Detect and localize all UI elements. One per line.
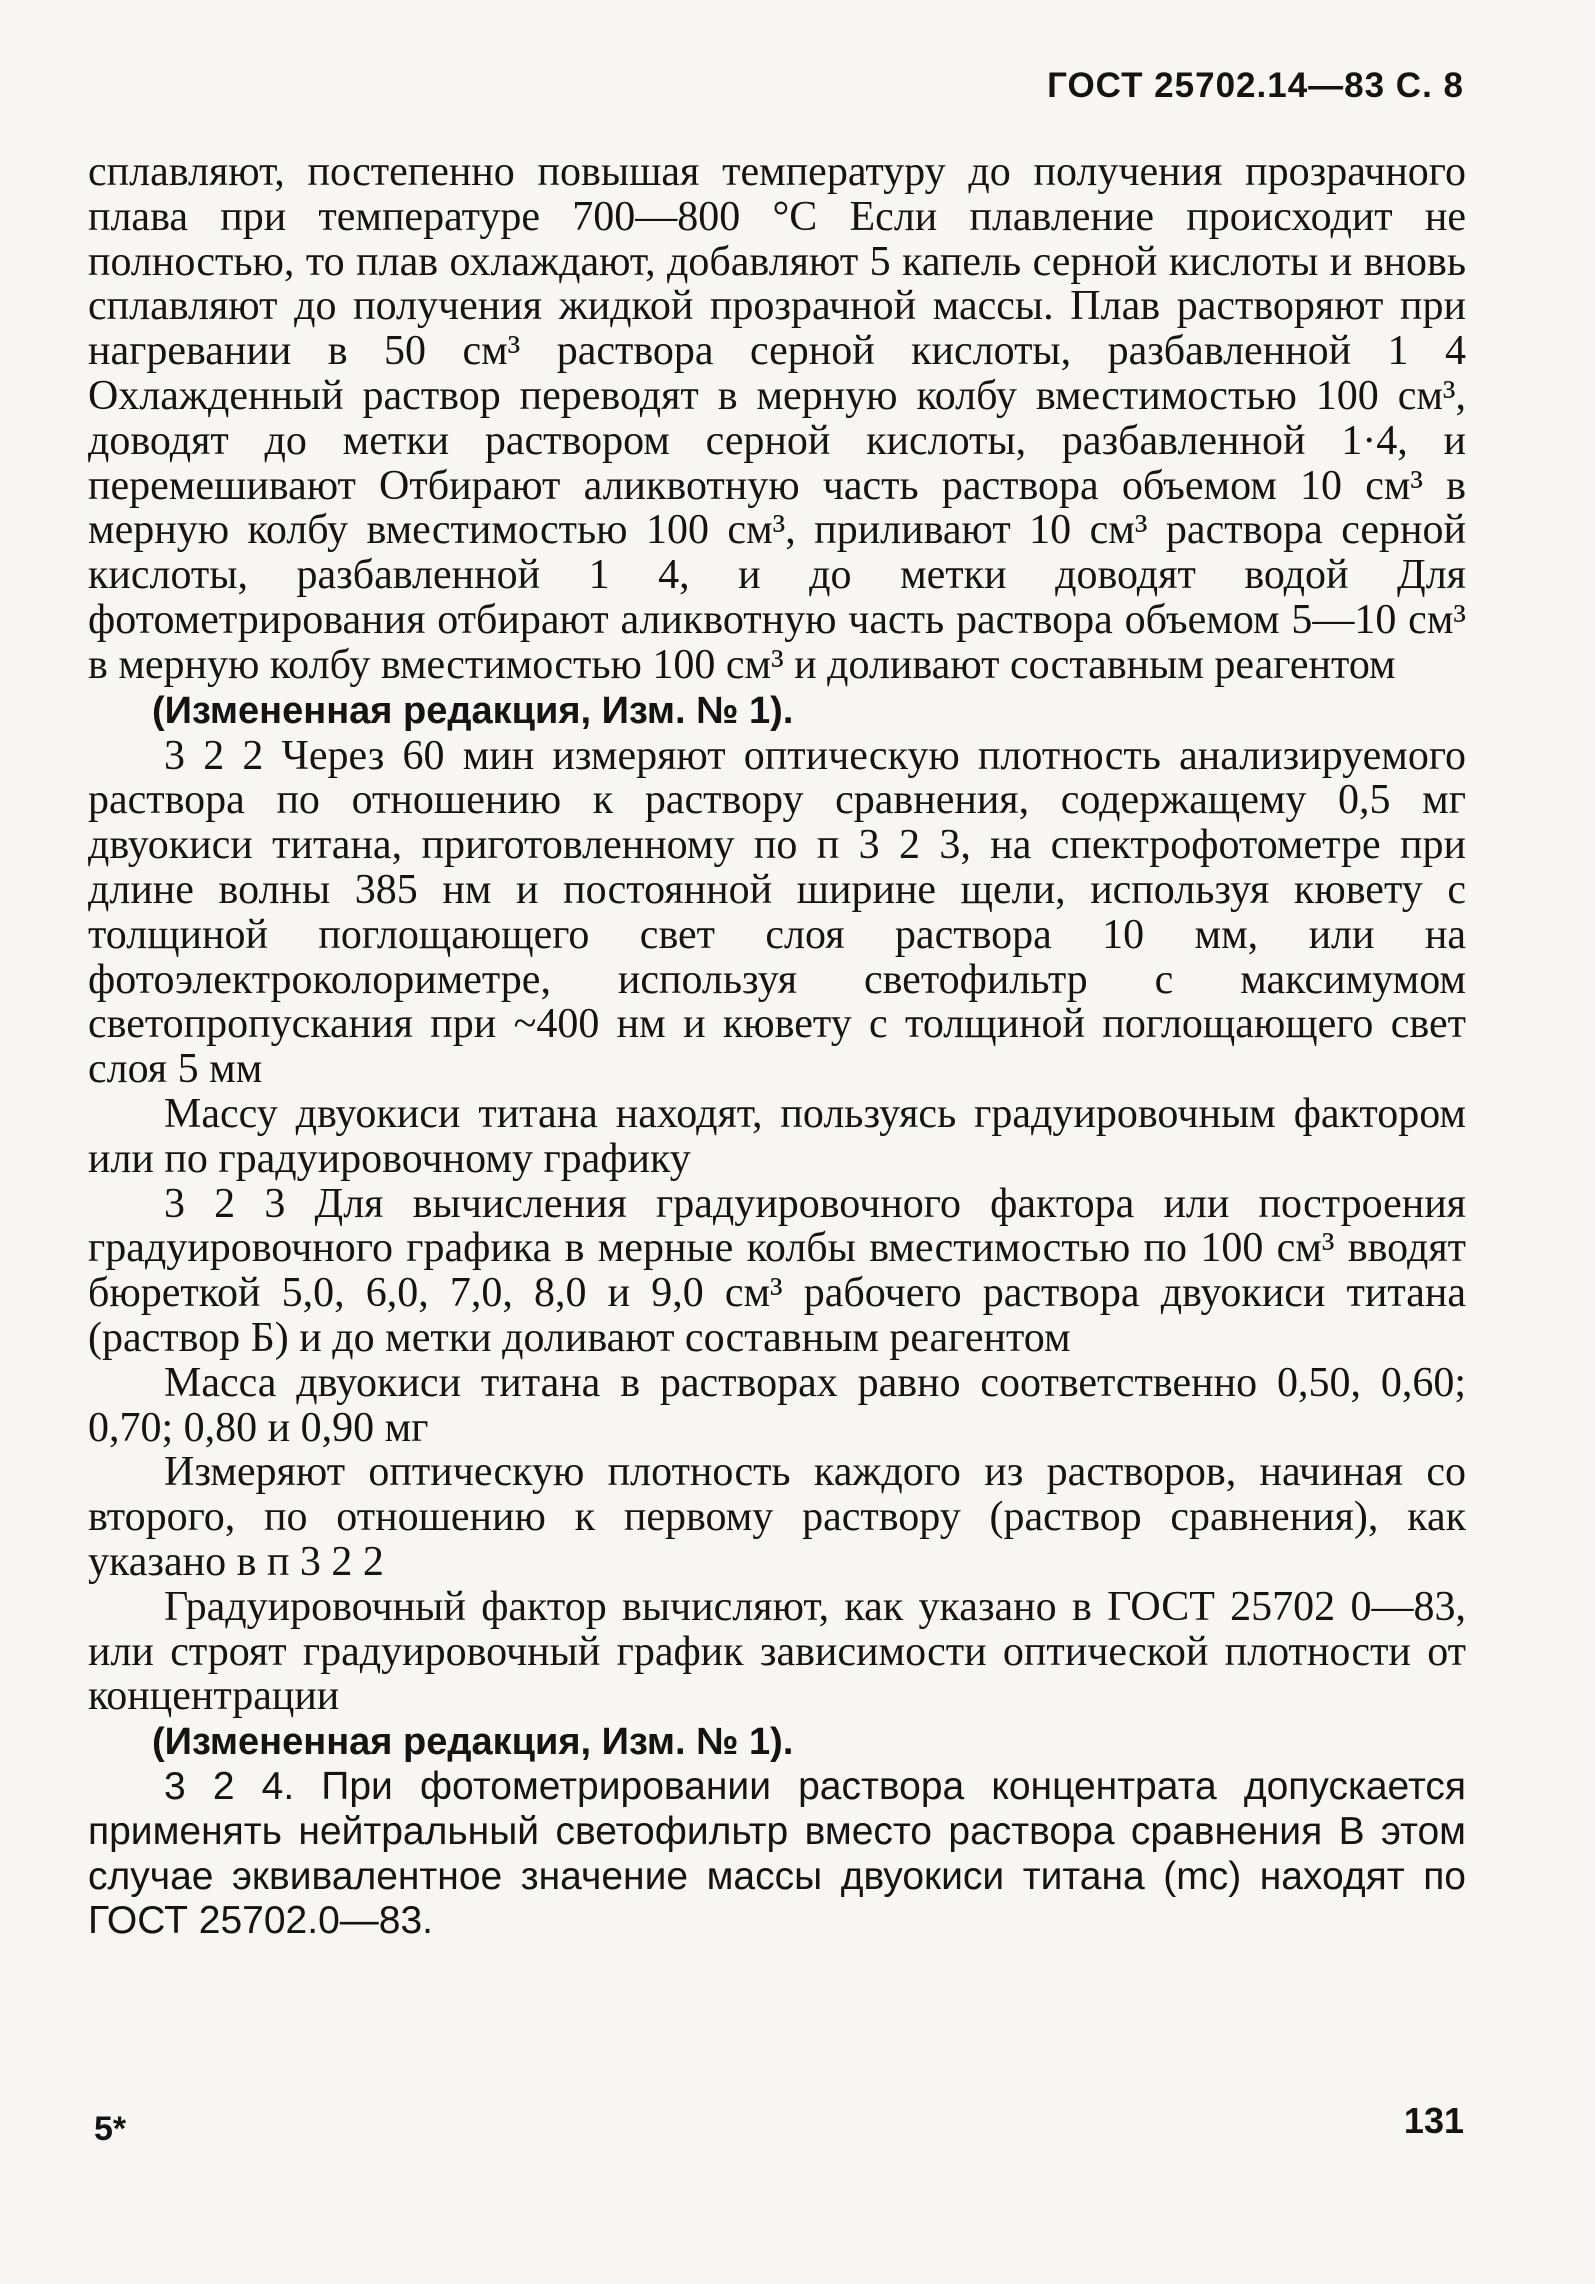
footer-signature-mark: 5* xyxy=(94,2110,127,2148)
page-header: ГОСТ 25702.14—83 С. 8 xyxy=(1047,66,1464,105)
paragraph-3-2-3: 3 2 3 Для вычисления градуировочного фактора или построения градуировочного графика в мерные колбы вместимостью по 100 см³ вводят бюреткой 5,0, 6,0, 7,0, 8,0 и 9,0 см³ рабочего раствора двуокиси титана (раствор Б) и до метки доливают составным реагентом xyxy=(88,1180,1466,1361)
paragraph-melting-procedure: сплавляют, постепенно повышая температуру до получения прозрачного плава при температуре 700—800 °С Если плавление происходит не полностью, то плав охлаждают, добавляют 5 капель серной кислоты и вновь сплавляют до получения жидкой прозрачной массы. Плав растворяют при нагревании в 50 см³ раствора серной кислоты, разбавленной 1 4 Охлажденный раствор переводят в мерную колбу вместимостью 100 см³, доводят до метки раствором серной кислоты, разбавленной 1·4, и перемешивают Отбирают аликвотную часть раствора объемом 10 см³ в мерную колбу вместимостью 100 см³, приливают 10 см³ раствора серной кислоты, разбавленной 1 4, и до метки доводят водой Для фотометрирования отбирают аликвотную часть раствора объемом 5—10 см³ в мерную колбу вместимостью 100 см³ и доливают составным реагентом xyxy=(88,149,1466,688)
amendment-note-2: (Измененная редакция, Изм. № 1). xyxy=(152,1721,794,1764)
paragraph-measure-density: Измеряют оптическую плотность каждого из растворов, начиная со второго, по отношению к первому раствору (раствор сравнения), как указано в п 3 2 2 xyxy=(88,1449,1466,1585)
paragraph-mass-determination: Массу двуокиси титана находят, пользуясь градуировочным фактором или по градуировочному графику xyxy=(88,1090,1466,1182)
paragraph-calibration-factor: Градуировочный фактор вычисляют, как указано в ГОСТ 25702 0—83, или строят градуировочный график зависимости оптической плотности от концентрации xyxy=(88,1583,1466,1720)
amendment-note-1: (Измененная редакция, Изм. № 1). xyxy=(152,689,794,732)
body-text xyxy=(88,150,1466,1944)
paragraph-3-2-2: 3 2 2 Через 60 мин измеряют оптическую плотность анализируемого раствора по отношению к раствору сравнения, содержащему 0,5 мг двуокиси титана, приготовленному по п 3 2 3, на спектрофотометре при длине волны 385 нм и постоянной ширине щели, используя кювету с толщиной поглощающего свет слоя раствора 10 мм, или на фотоэлектроколориметре, используя светофильтр с максимумом светопропускания при ~400 нм и кювету с толщиной поглощающего свет слоя 5 мм xyxy=(88,732,1466,1093)
page-number: 131 xyxy=(1403,2100,1464,2141)
paragraph-3-2-4: 3 2 4. При фотометрировании раствора концентрата допускается применять нейтральный светофильтр вместо раствора сравнения В этом случае эквивалентное значение массы двуокиси титана (mc) находят по ГОСТ 25702.0—83. xyxy=(88,1765,1466,1943)
paragraph-mass-values: Масса двуокиси титана в растворах равно соответственно 0,50, 0,60; 0,70; 0,80 и 0,90 мг xyxy=(88,1359,1466,1451)
